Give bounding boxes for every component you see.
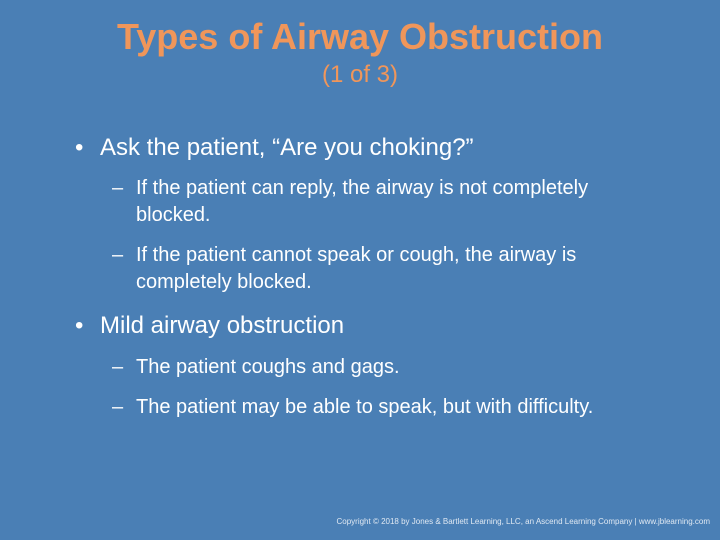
sub-bullet-marker: – [112,244,124,266]
bullet-text: Ask the patient, “Are you choking?” [100,134,474,161]
sub-bullet-text: If the patient can reply, the airway is not completely blocked. [136,177,589,226]
bullet-marker: • [75,134,84,161]
copyright-footer: Copyright © 2018 by Jones & Bartlett Learning, LLC, an Ascend Learning Company | www.jblearning.com [336,517,710,526]
bullet-item [75,133,720,163]
bullet-marker: • [75,312,84,339]
bullet-item [75,311,720,341]
sub-bullet-text: If the patient cannot speak or cough, the airway is completely blocked. [136,244,577,293]
sub-bullet-marker: – [112,177,124,199]
bullet-text: Mild airway obstruction [100,312,345,339]
sub-bullet-marker: – [112,356,124,378]
sub-bullet-marker: – [112,396,124,418]
sub-bullet-item [112,242,676,296]
sub-bullet-text: The patient coughs and gags. [136,356,400,378]
sub-bullet-text: The patient may be able to speak, but with difficulty. [136,396,594,418]
slide-subtitle: (1 of 3) [321,61,399,88]
sub-bullet-item [112,175,656,229]
sub-bullet-item [112,394,616,421]
sub-bullet-item [112,354,676,381]
slide-title: Types of Airway Obstruction [116,16,604,57]
